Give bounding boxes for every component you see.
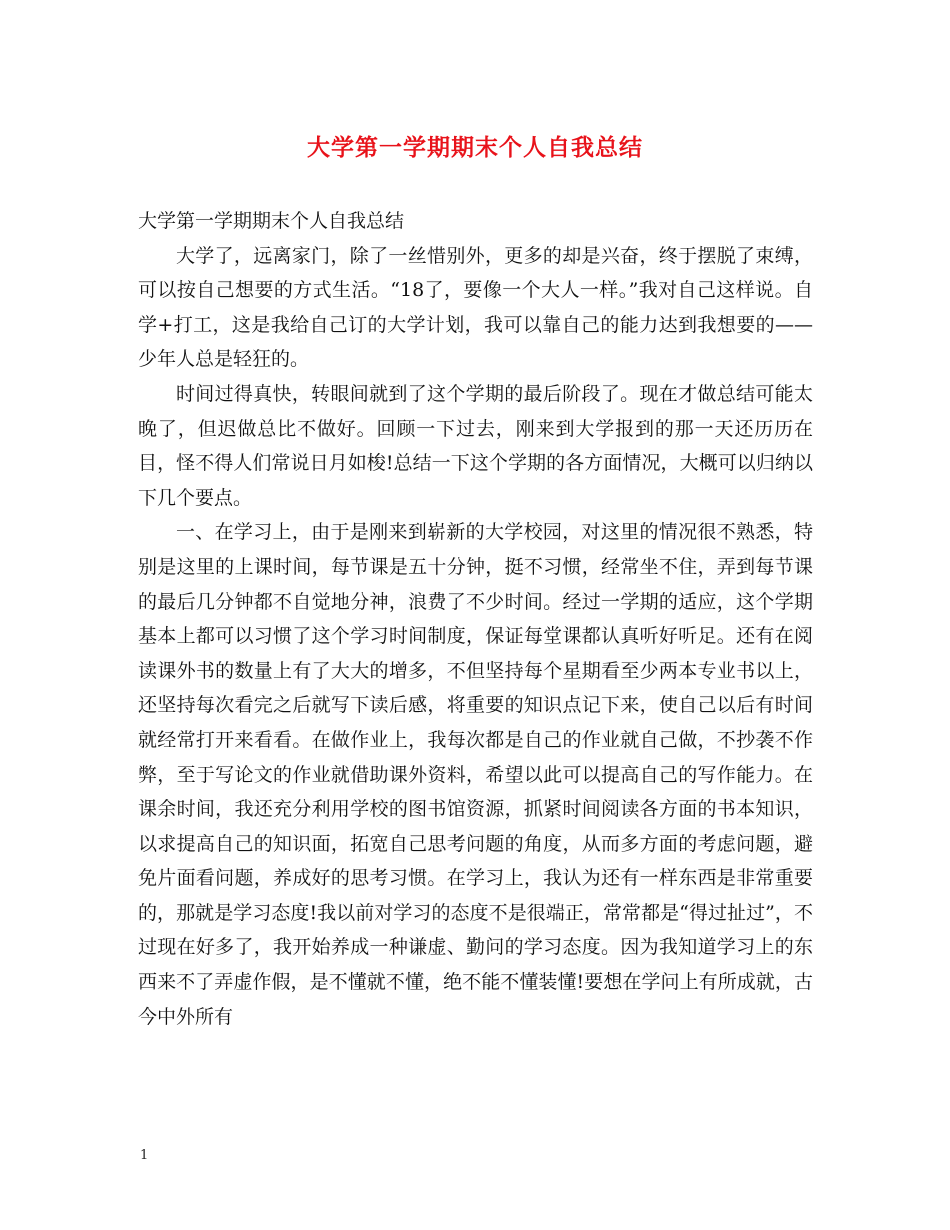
document-title: 大学第一学期期末个人自我总结	[307, 134, 643, 161]
document-subtitle: 大学第一学期期末个人自我总结	[138, 210, 405, 232]
paragraph-intro: 大学了，远离家门，除了一丝惜别外，更多的却是兴奋，终于摆脱了束缚，可以按自己想要的方式生活。“18了，要像一个大人一样。”我对自己这样说。自学+打工，这是我给自己订的大学计划，我可以靠自己的能力达到我想要的——少年人总是轻狂的。	[138, 244, 813, 371]
paragraph-study: 一、在学习上，由于是刚来到崭新的大学校园，对这里的情况很不熟悉，特别是这里的上课时间，每节课是五十分钟，挺不习惯，经常坐不住，弄到每节课的最后几分钟都不自觉地分神，浪费了不少时间。经过一学期的适应，这个学期基本上都可以习惯了这个学习时间制度，保证每堂课都认真听好听足。还有在阅读课外书的数量上有了大大的增多，不但坚持每个星期看至少两本专业书以上，还坚持每次看完之后就写下读后感，将重要的知识点记下来，使自己以后有时间就经常打开来看看。在做作业上，我每次都是自己的作业就自己做，不抄袭不作弊，至于写论文的作业就借助课外资料，希望以此可以提高自己的写作能力。在课余时间，我还充分利用学校的图书馆资源，抓紧时间阅读各方面的书本知识，以求提高自己的知识面，拓宽自己思考问题的角度，从而多方面的考虑问题，避免片面看问题，养成好的思考习惯。在学习上，我认为还有一样东西是非常重要的，那就是学习态度!我以前对学习的态度不是很端正，常常都是“得过扯过”，不过现在好多了，我开始养成一种谦虚、勤问的学习态度。因为我知道学习上的东西来不了弄虚作假，是不懂就不懂，绝不能不懂装懂!要想在学问上有所成就，古今中外所有	[138, 521, 813, 1028]
page-number: 1	[140, 1148, 149, 1163]
paragraph-review: 时间过得真快，转眼间就到了这个学期的最后阶段了。现在才做总结可能太晚了，但迟做总比不做好。回顾一下过去，刚来到大学报到的那一天还历历在目，怪不得人们常说日月如梭!总结一下这个学期的各方面情况，大概可以归纳以下几个要点。	[138, 382, 813, 509]
document-body	[138, 204, 813, 1034]
